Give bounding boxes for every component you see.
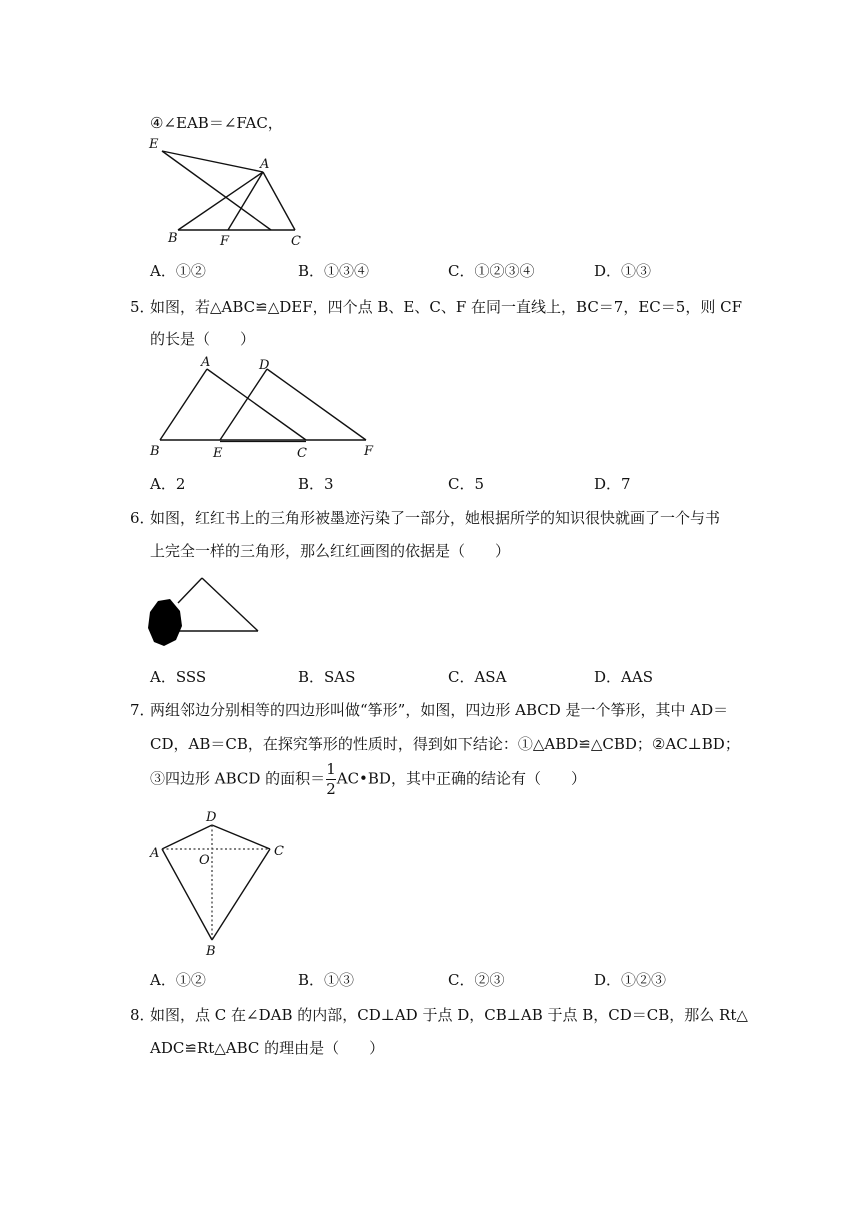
q7-option-d: D．①②③ — [594, 971, 667, 989]
label-b: B — [168, 231, 178, 246]
label-c: C — [291, 234, 301, 249]
q7-option-a: A．①② — [150, 971, 206, 989]
q8-line-2: ADC≌Rt△ABC 的理由是（ ） — [150, 1039, 385, 1057]
q7-line-3-a: ③四边形 ABCD 的面积＝ — [150, 769, 326, 788]
q7-option-c: C．②③ — [448, 971, 505, 989]
q5-option-b: B．3 — [298, 475, 334, 493]
label-e: E — [213, 446, 223, 461]
fraction-denominator: 2 — [326, 780, 336, 798]
q6-option-a: A．SSS — [150, 668, 207, 686]
fraction-numerator: 1 — [326, 760, 336, 778]
q5-option-d: D．7 — [594, 475, 631, 493]
ink-blot — [148, 599, 182, 646]
segment-af — [228, 172, 263, 230]
q7-line-1: 两组邻边分别相等的四边形叫做“筝形”，如图，四边形 ABCD 是一个筝形，其中 AD＝ — [150, 701, 729, 719]
segment-ad — [162, 825, 212, 849]
q4-figure — [140, 132, 320, 252]
q4-option-a: A．①② — [150, 262, 206, 280]
label-d: D — [259, 358, 270, 373]
q5-line-2: 的长是（ ） — [150, 330, 256, 348]
q4-option-d: D．①③ — [594, 262, 652, 280]
q6-figure — [140, 570, 270, 652]
label-c: C — [297, 446, 307, 461]
q8-number: 8． — [130, 1006, 155, 1024]
label-c: C — [274, 844, 284, 859]
segment-ba — [178, 172, 263, 230]
segment-dc — [212, 825, 270, 849]
fraction-one-half — [326, 762, 336, 797]
q6-option-d: D．AAS — [594, 668, 653, 686]
q5-number: 5． — [130, 298, 155, 316]
q5-line-1: 如图，若△ABC≌△DEF，四个点 B、E、C、F 在同一直线上，BC＝7，EC＝5，则 CF — [150, 298, 742, 316]
q6-number: 6． — [130, 509, 155, 527]
q5-option-a: A．2 — [150, 475, 186, 493]
q4-statement-4: ④∠EAB＝∠FAC， — [150, 114, 283, 132]
label-f: F — [364, 444, 374, 459]
label-a: A — [201, 355, 211, 370]
segment-ed — [220, 369, 267, 440]
label-e: E — [149, 137, 159, 152]
q7-line-2: CD，AB＝CB，在探究筝形的性质时，得到如下结论：①△ABD≌△CBD；②AC⊥BD； — [150, 735, 740, 753]
segment-left-top — [178, 578, 202, 603]
label-a: A — [150, 846, 160, 861]
q4-option-b: B．①③④ — [298, 262, 370, 280]
q6-option-c: C．ASA — [448, 668, 507, 686]
q7-number: 7． — [130, 701, 155, 719]
segment-ac — [263, 172, 295, 230]
segment-ba — [160, 369, 207, 440]
label-b: B — [150, 444, 160, 459]
q6-line-1: 如图，红红书上的三角形被墨迹污染了一部分，她根据所学的知识很快就画了一个与书 — [150, 509, 721, 527]
q7-figure — [140, 805, 300, 960]
q7-line-3-b: AC•BD，其中正确的结论有（ ） — [336, 769, 586, 788]
label-d: D — [206, 810, 217, 825]
segment-cb — [212, 849, 270, 940]
q6-line-2: 上完全一样的三角形，那么红红画图的依据是（ ） — [150, 542, 511, 560]
q4-option-c: C．①②③④ — [448, 262, 535, 280]
q5-option-c: C．5 — [448, 475, 485, 493]
q6-option-b: B．SAS — [298, 668, 356, 686]
label-f: F — [220, 234, 230, 249]
segment-ac — [207, 369, 306, 440]
q5-figure — [140, 352, 390, 464]
q7-line-3 — [150, 762, 586, 797]
segment-right — [202, 578, 258, 631]
q7-option-b: B．①③ — [298, 971, 355, 989]
q8-line-1: 如图，点 C 在∠DAB 的内部，CD⊥AD 于点 D，CB⊥AB 于点 B，CD＝CB，那么 Rt△ — [150, 1006, 748, 1024]
label-o: O — [199, 853, 210, 868]
segment-df — [267, 369, 366, 440]
label-b: B — [206, 944, 216, 959]
label-a: A — [260, 157, 270, 172]
